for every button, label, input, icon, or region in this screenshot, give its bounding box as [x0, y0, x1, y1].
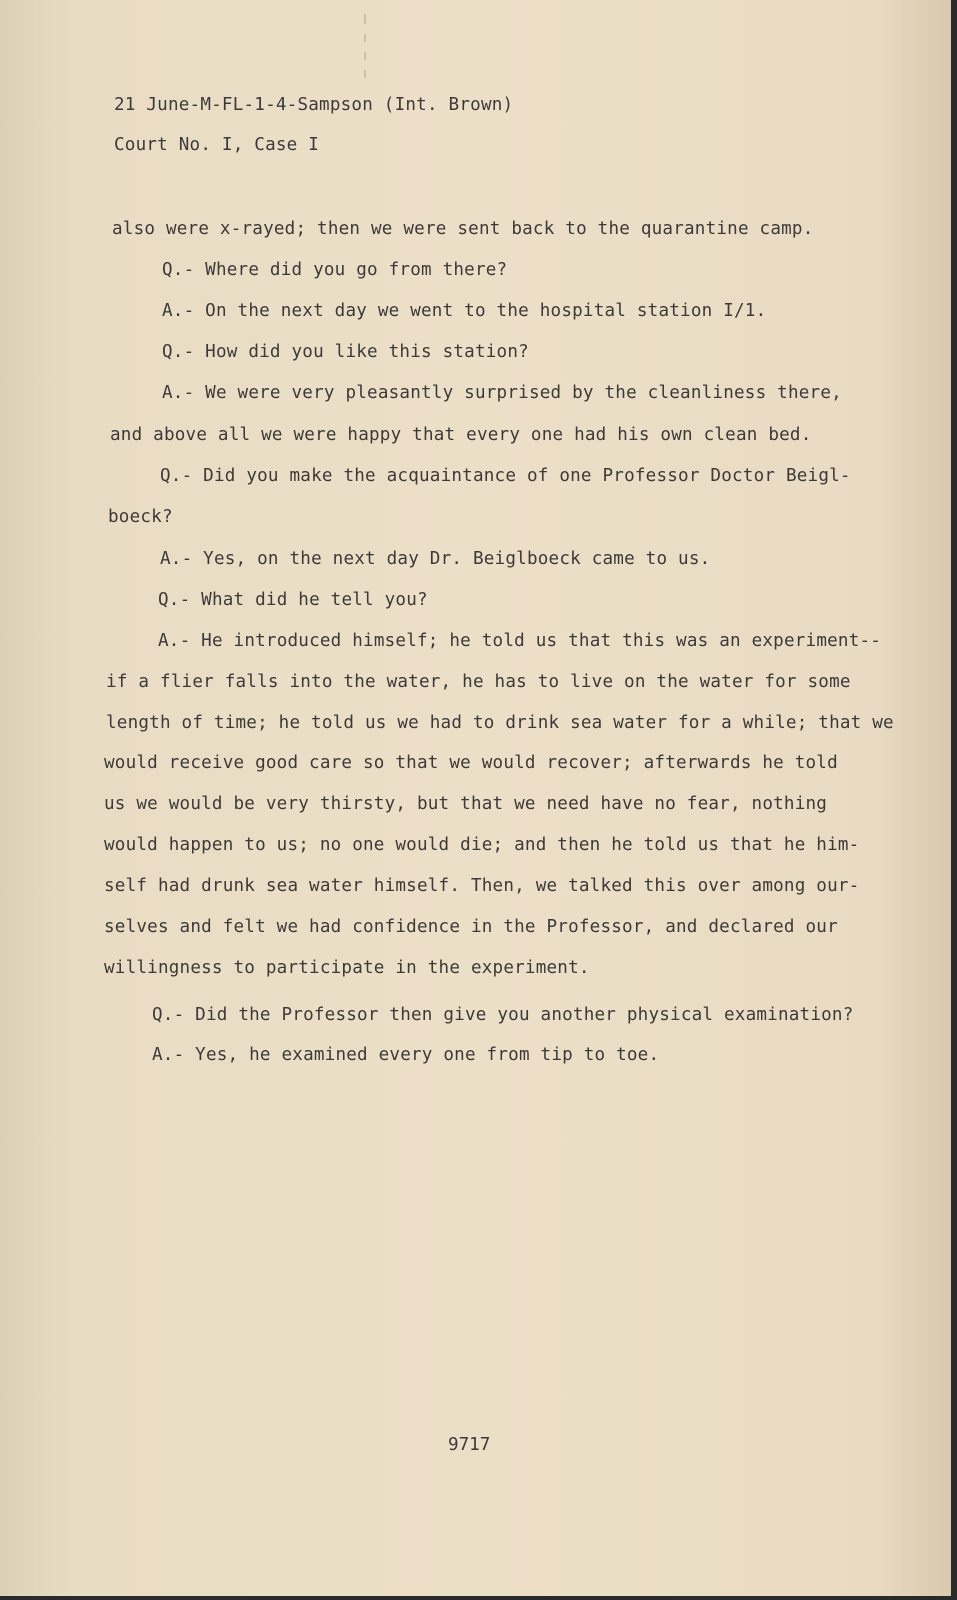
header-line-2: Court No. I, Case I	[114, 135, 320, 155]
fold-mark	[364, 70, 366, 78]
fold-mark	[364, 52, 366, 60]
text-line: and above all we were happy that every one had his own clean bed.	[110, 425, 812, 445]
text-line: A.- Yes, on the next day Dr. Beiglboeck came to us.	[160, 549, 711, 569]
text-line: Q.- Did you make the acquaintance of one Professor Doctor Beigl-	[160, 466, 851, 486]
text-line: would receive good care so that we would recover; afterwards he told	[104, 753, 838, 773]
fold-mark	[364, 34, 366, 42]
text-line: us we would be very thirsty, but that we need have no fear, nothing	[104, 794, 828, 814]
fold-mark	[364, 14, 366, 24]
text-line: Q.- How did you like this station?	[162, 342, 529, 362]
text-line: selves and felt we had confidence in the Professor, and declared our	[104, 917, 838, 937]
text-line: A.- On the next day we went to the hospital station I/1.	[162, 301, 767, 321]
page-number: 9717	[448, 1435, 491, 1455]
text-line: A.- He introduced himself; he told us that this was an experiment--	[158, 631, 882, 651]
text-line: Q.- Where did you go from there?	[162, 260, 508, 280]
text-line: self had drunk sea water himself. Then, we talked this over among our-	[104, 876, 860, 896]
text-line: A.- Yes, he examined every one from tip to toe.	[152, 1045, 660, 1065]
text-line: Q.- What did he tell you?	[158, 590, 428, 610]
text-line: also were x-rayed; then we were sent back to the quarantine camp.	[112, 219, 814, 239]
header-line-1: 21 June-M-FL-1-4-Sampson (Int. Brown)	[114, 95, 514, 115]
text-line: A.- We were very pleasantly surprised by the cleanliness there,	[162, 383, 842, 403]
text-line: boeck?	[108, 507, 173, 527]
text-line: length of time; he told us we had to drink sea water for a while; that we	[106, 713, 894, 733]
text-line: willingness to participate in the experiment.	[104, 958, 590, 978]
text-line: would happen to us; no one would die; and then he told us that he him-	[104, 835, 860, 855]
text-line: if a flier falls into the water, he has to live on the water for some	[106, 672, 851, 692]
text-line: Q.- Did the Professor then give you another physical examination?	[152, 1005, 854, 1025]
